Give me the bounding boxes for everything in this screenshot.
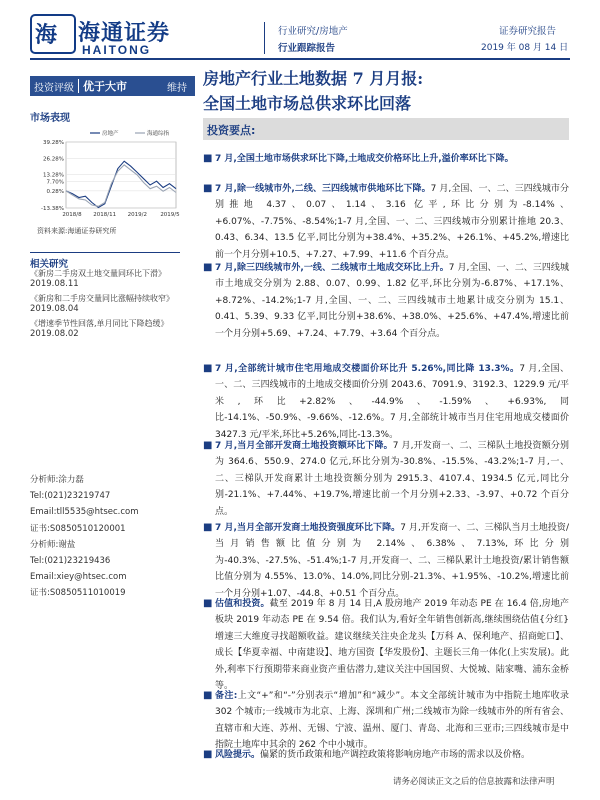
related-title: 《新房二手房双土地交量同环比下滑》 [30, 269, 166, 278]
analyst-name: 分析师:谢盐 [30, 539, 76, 550]
legend-label: 房地产 [102, 131, 119, 137]
analyst-tel: Tel:(021)23219747 [30, 491, 111, 502]
bullet-icon: ■ [203, 440, 213, 451]
bullet-icon: ■ [203, 690, 213, 701]
key-point-text: 截至 2019 年 8 月 14 日,A 股房地产 2019 年动态 PE 在 16.4 倍,房地产板块 2019 年动态 PE 在 9.54 倍。我们认为,看好全年销售创新高,继续围绕估值{分红}增速三大维度寻找超额收益。建议继续关注央企龙头【万科 A、保利地产、招商蛇口】、成长【华夏幸福、中南建设】、地方国资【华发股份】、主题长三角一体化(上实发展)。此外,利率下行预期带来商业资产重估潜力,建议关注中国国贸、大悦城、陆家嘴、浦东金桥等。 [215, 599, 569, 692]
header-rule [30, 58, 570, 60]
analyst-email[interactable]: Email:xiey@htsec.com [30, 572, 127, 583]
legend-label: 海通综指 [147, 131, 170, 137]
key-point-lead: 估值和投资。 [215, 599, 270, 609]
key-point [215, 260, 569, 342]
report-title-line1: 房地产行业土地数据 7 月月报: [203, 69, 424, 88]
logo-icon: 海 [35, 22, 58, 48]
key-point-text: 偏紧的货币政策和地产调控政策将影响房地产市场的需求以及价格。 [260, 750, 531, 760]
analyst-email[interactable]: Email:tll5535@htsec.com [30, 507, 139, 518]
key-point [215, 596, 569, 694]
market-heading: 市场表现 [30, 113, 70, 124]
x-tick-label: 2018/8 [62, 212, 82, 218]
footer-disclaimer[interactable]: 请务必阅读正文之后的信息披露和法律声明 [393, 777, 555, 787]
header-divider [264, 22, 265, 54]
y-tick-label: -13.38% [41, 206, 64, 212]
bullet-icon: ■ [203, 262, 213, 273]
bullet-icon: ■ [203, 522, 213, 533]
chart-frame [66, 142, 176, 208]
logo-text-en: HAITONG [82, 43, 152, 57]
analyst-cert: 证书:S0850511010019 [30, 588, 126, 599]
bullet-icon: ■ [203, 598, 213, 609]
rating-value: 优于大市 [83, 80, 127, 93]
market-chart [30, 124, 180, 220]
key-point-lead: 7 月,除三四线城市外,一线、二线城市土地成交环比上升。 [215, 263, 449, 273]
related-date: 2019.08.04 [30, 304, 79, 314]
key-points-label: 投资要点: [207, 124, 256, 137]
logo-text-cn: 海通证券 [78, 20, 171, 46]
bullet-icon: ■ [203, 749, 213, 760]
report-title-line2: 全国土地市场总供求环比回落 [203, 94, 412, 113]
key-point [215, 151, 569, 167]
key-point-lead: 7 月,当月全部开发商土地投资额环比下降。 [215, 441, 393, 451]
key-point-text: 7 月,开发商一、二、三梯队当月土地投资/当月销售额比值分别为 2.14%、6.38%、7.13%,环比分别为-40.3%、-27.5%、-51.4%;1-7 月,开发商一、二、三梯队累计土地投资/累计销售额比值分别为 4.55%、13.0%、14.0%,同比分别-21.3%、+1.95%、-10.2%,增速比前一个月分别+1.07、-44.8、+0.51 个百分点。 [215, 523, 569, 599]
bullet-icon: ■ [203, 363, 213, 374]
header-date: 2019 年 08 月 14 日 [481, 43, 569, 53]
x-tick-label: 2018/11 [93, 212, 117, 218]
key-point-lead: 7 月,当月全部开发商土地投资强度环比下降。 [215, 523, 401, 533]
header-report-type: 行业跟踪报告 [278, 43, 336, 54]
related-item[interactable] [30, 293, 190, 314]
series-line [66, 165, 176, 206]
rating-action: 维持 [167, 82, 187, 94]
key-point-lead: 7 月,全部统计城市住宅用地成交楼面价环比升 5.26%,同比降 13.3%。 [215, 364, 520, 374]
x-tick-label: 2019/2 [127, 212, 148, 218]
related-date: 2019.08.11 [30, 279, 79, 289]
y-tick-label: 7.70% [46, 179, 64, 186]
analyst-name: 分析师:涂力磊 [30, 475, 84, 485]
key-point [215, 747, 569, 763]
related-item[interactable] [30, 268, 190, 289]
bullet-icon: ■ [203, 153, 213, 164]
key-point-lead: 风险提示。 [215, 750, 261, 760]
analyst-tel: Tel:(021)23219436 [30, 556, 111, 567]
key-point-lead: 备注: [215, 691, 238, 701]
key-point [215, 688, 569, 754]
key-point-lead: 7 月,全国土地市场供求环比下降,土地成交价格环比上升,溢价率环比下降。 [215, 154, 514, 164]
y-tick-label: 39.28% [43, 140, 64, 146]
y-tick-label: 0.28% [46, 188, 64, 195]
market-chart-svg [30, 124, 180, 220]
key-point-lead: 7 月,除一线城市外,二线、三四线城市供地环比下降。 [215, 184, 431, 194]
key-point [215, 520, 569, 602]
related-item[interactable] [30, 318, 190, 339]
key-point-text: 7 月,全国、一、二、三四线城市分别推地 4.37、0.07、1.14、3.16 亿平,环比分别为-8.14%、+6.07%、-7.75%、-8.54%;1-7 月,全国、一、二、三四线城市分别累计推地 20.3、0.43、6.34、13.5 亿平,同比分别为+38.4%、+35.2%、+26.1%、+45.2%,增速比前一个月分别+10.5、+7.27、+7.99、+11.6 个百分点。 [215, 184, 569, 260]
key-point-text: 7 月,开发商一、二、三梯队土地投资额分别为 364.6、550.9、274.0 亿元,环比分别为-30.8%、-15.5%、-43.2%;1-7 月,一、二、三梯队开发商累计土地投资额分别为 2915.3、4107.4、1934.5 亿元,同比分别-21.1%、+7.44%、+19.7%,增速比前一个月分别+2.33、-3.97、+0.72 个百分点。 [215, 441, 569, 517]
key-point [215, 438, 569, 520]
key-point-text: 7 月,全国、一、二、三四线城市土地成交分别为 2.88、0.07、0.99、1.82 亿平,环比分别为-6.87%、+17.1%、+8.72%、-14.2%;1-7 月,全国、一、二、三四线城市土地累计成交分别为 15.1、0.41、5.39、9.33 亿平,同比分别+38.6%、+38.0%、+25.6%、+47.4%,增速比前一个月分别+5.69、+7.24、+7.79、+3.64 个百分点。 [215, 263, 569, 339]
rating-bar [30, 76, 195, 96]
key-point-text: 上文“+”和“-”分别表示“增加”和“减少”。本文全部统计城市为中指院土地库收录 302 个城市;一线城市为北京、上海、深圳和广州;二线城市为除一线城市外的所有省会、直辖市和大连、苏州、无锡、宁波、温州、厦门、青岛、北海和三亚市;三四线城市是中指院土地库中其余的 262 个中小城市。 [215, 691, 569, 751]
related-title: 《增速季节性回落,单月同比下降趋缓》 [30, 319, 169, 328]
y-tick-label: 26.28% [43, 156, 64, 163]
analyst-block [30, 472, 139, 602]
bullet-icon: ■ [203, 183, 213, 194]
chart-source: 资料来源:海通证券研究所 [37, 227, 117, 235]
y-tick-label: 13.28% [43, 172, 64, 179]
related-title: 《新房和二手房交量同比涨幅持续收窄》 [30, 294, 174, 303]
key-point [215, 181, 569, 263]
header-category: 行业研究/房地产 [278, 26, 348, 37]
analyst-cert: 证书:S0850510120001 [30, 523, 126, 534]
related-heading: 相关研究 [30, 259, 69, 270]
related-date: 2019.08.02 [30, 329, 79, 339]
key-point [215, 361, 569, 443]
rating-label: 投资评级 [34, 82, 74, 94]
key-points-bar [203, 118, 569, 140]
header-label: 证券研究报告 [499, 26, 557, 37]
x-tick-label: 2019/5 [160, 212, 180, 218]
key-point-text: 7 月,全国、一、二、三四线城市的土地成交楼面价分别 2043.6、7091.9、3192.3、1229.9 元/平米,环比+2.82%、-44.9%、-1.59%、+6.93%,同比-14.1%、-50.9%、-9.66%、-12.6%。7 月,全部统计城市当月住宅用地成交楼面价 3427.3 元/平米,环比+5.26%,同比-13.3%。 [215, 364, 570, 440]
left-rule [30, 252, 180, 253]
